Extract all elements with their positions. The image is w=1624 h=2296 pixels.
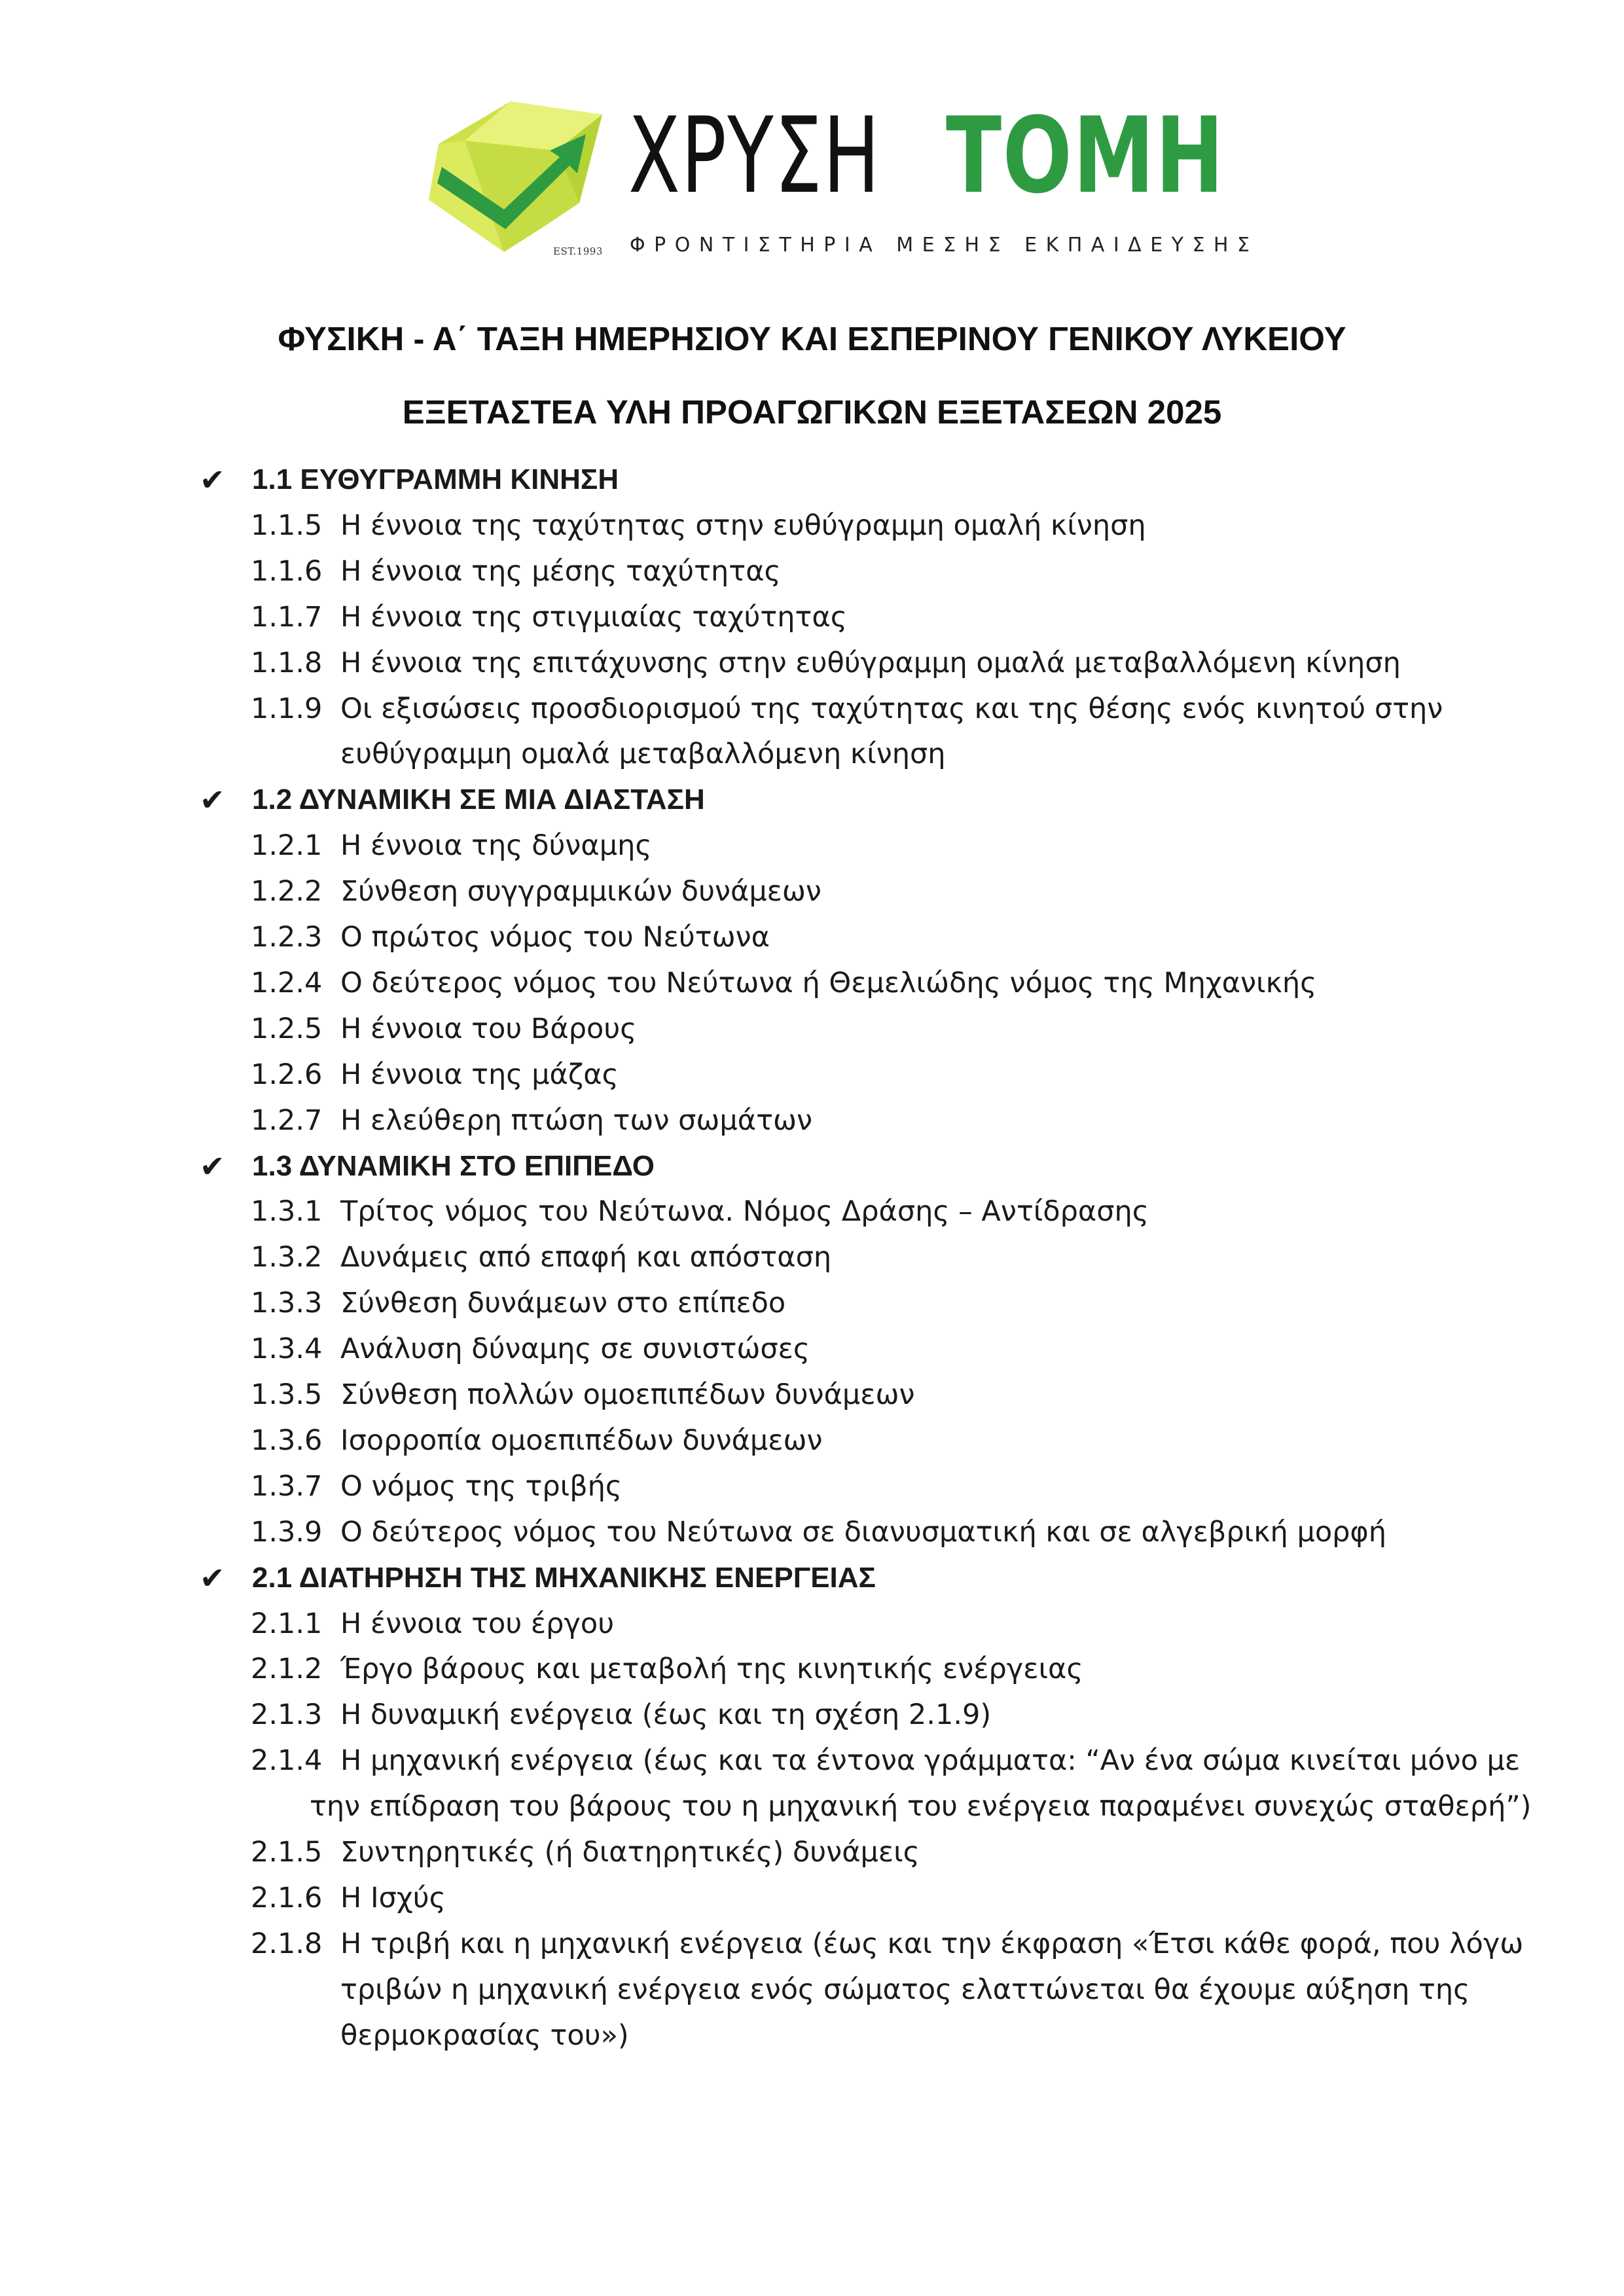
section-number: 1.2.2	[251, 875, 323, 908]
section-number: 2.1.8	[251, 1927, 323, 1960]
section-number: 1.2.1	[251, 829, 323, 863]
section-title: Η ελεύθερη πτώση των σωμάτων	[340, 1103, 813, 1137]
section-title: Ο δεύτερος νόμος του Νεύτωνα ή Θεμελιώδης νόμος της Μηχανικής	[340, 966, 1317, 999]
section-number: 1.3.6	[251, 1424, 323, 1457]
section-number: 2.1.5	[251, 1836, 323, 1869]
section-title: Ο πρώτος νόμος του Νεύτωνα	[340, 921, 770, 954]
chapter-label: 1.1 ΕΥΘΥΓΡΑΜΜΗ ΚΙΝΗΣΗ	[252, 463, 619, 495]
section-title: Η τριβή και η μηχανική ενέργεια (έως και την έκφραση «Έτσι κάθε φορά, που λόγω	[340, 1927, 1524, 1960]
company-logo	[425, 88, 1259, 272]
checkmark-icon: ✔	[200, 1148, 225, 1184]
section-title: Η έννοια της μάζας	[340, 1058, 619, 1091]
chapter-label: 1.3 ΔΥΝΑΜΙΚΗ ΣΤΟ ΕΠΙΠΕΔΟ	[252, 1149, 655, 1182]
section-number: 2.1.2	[251, 1653, 323, 1686]
section-title: Η μηχανική ενέργεια (έως και τα έντονα γράμματα: “Αν ένα σώμα κινείται μόνο με	[340, 1744, 1521, 1778]
chapter-label: 1.2 ΔΥΝΑΜΙΚΗ ΣΕ ΜΙΑ ΔΙΑΣΤΑΣΗ	[252, 783, 705, 816]
brand-word-1: ΧΡΥΣΗ	[628, 94, 881, 217]
section-title: Η δυναμική ενέργεια (έως και τη σχέση 2.1.9)	[340, 1698, 992, 1732]
section-title: Η έννοια της επιτάχυνσης στην ευθύγραμμη ομαλά μεταβαλλόμενη κίνηση	[340, 646, 1401, 679]
section-number: 1.2.6	[251, 1058, 323, 1091]
section-number: 1.1.6	[251, 554, 323, 588]
brand-word-2: ΤΟΜΗ	[946, 94, 1225, 217]
section-number: 1.1.8	[251, 646, 323, 679]
section-number: 1.2.7	[251, 1103, 323, 1137]
section-title-continuation: τριβών η μηχανική ενέργεια ενός σώματος ελαττώνεται θα έχουμε αύξηση της	[340, 1973, 1470, 2006]
section-number: 1.3.3	[251, 1287, 323, 1320]
checkmark-icon: ✔	[200, 462, 225, 497]
section-title: Η έννοια της στιγμιαίας ταχύτητας	[340, 600, 847, 634]
section-title: Ανάλυση δύναμης σε συνιστώσες	[340, 1333, 810, 1366]
section-title-continuation: την επίδραση του βάρους του η μηχανική του ενέργεια παραμένει συνεχώς σταθερή”)	[310, 1790, 1532, 1823]
section-number: 1.3.4	[251, 1333, 323, 1366]
section-title: Τρίτος νόμος του Νεύτωνα. Νόμος Δράσης – Αντίδρασης	[340, 1195, 1149, 1229]
section-number: 1.3.5	[251, 1378, 323, 1411]
section-title: Οι εξισώσεις προσδιορισμού της ταχύτητας και της θέσης ενός κινητού στην	[340, 692, 1443, 725]
brand-tagline: ΦΡΟΝΤΙΣΤΗΡΙΑ ΜΕΣΗΣ ΕΚΠΑΙΔΕΥΣΗΣ	[630, 234, 1259, 257]
section-title-continuation: ευθύγραμμη ομαλά μεταβαλλόμενη κίνηση	[340, 738, 946, 771]
section-title: Ο δεύτερος νόμος του Νεύτωνα σε διανυσματική και σε αλγεβρική μορφή	[340, 1515, 1387, 1549]
logo-cube-arrow-icon	[425, 88, 615, 265]
section-number: 2.1.3	[251, 1698, 323, 1732]
section-title: Η έννοια του έργου	[340, 1607, 615, 1640]
section-number: 2.1.4	[251, 1744, 323, 1778]
section-number: 1.2.3	[251, 921, 323, 954]
section-title: Σύνθεση δυνάμεων στο επίπεδο	[340, 1287, 786, 1320]
checkmark-icon: ✔	[200, 782, 225, 818]
section-title-continuation: θερμοκρασίας του»)	[340, 2018, 629, 2052]
section-title: Δυνάμεις από επαφή και απόσταση	[340, 1241, 832, 1274]
section-number: 2.1.6	[251, 1881, 323, 1914]
section-number: 1.1.5	[251, 509, 323, 542]
section-number: 1.3.7	[251, 1469, 323, 1503]
section-number: 2.1.1	[251, 1607, 323, 1640]
section-title: Η έννοια του Βάρους	[340, 1012, 637, 1045]
section-number: 1.3.2	[251, 1241, 323, 1274]
section-title: Η έννοια της δύναμης	[340, 829, 652, 863]
section-number: 1.2.4	[251, 966, 323, 999]
document-title: ΦΥΣΙΚΗ - Α΄ ΤΑΞΗ ΗΜΕΡΗΣΙΟΥ ΚΑΙ ΕΣΠΕΡΙΝΟΥ ΓΕΝΙΚΟΥ ΛΥΚΕΙΟΥ	[278, 320, 1346, 357]
section-title: Σύνθεση συγγραμμικών δυνάμεων	[340, 875, 821, 908]
section-title: Η έννοια της ταχύτητας στην ευθύγραμμη ομαλή κίνηση	[340, 509, 1146, 542]
checkmark-icon: ✔	[200, 1560, 225, 1596]
section-number: 1.3.1	[251, 1195, 323, 1229]
section-title: Έργο βάρους και μεταβολή της κινητικής ενέργειας	[340, 1653, 1083, 1686]
section-title: Η έννοια της μέσης ταχύτητας	[340, 554, 781, 588]
section-number: 1.1.7	[251, 600, 323, 634]
section-title: Η Ισχύς	[340, 1881, 446, 1914]
section-number: 1.2.5	[251, 1012, 323, 1045]
brand-name	[628, 94, 1225, 217]
document-subtitle: ΕΞΕΤΑΣΤΕΑ ΥΛΗ ΠΡΟΑΓΩΓΙΚΩΝ ΕΞΕΤΑΣΕΩΝ 2025	[402, 393, 1222, 431]
logo-est-year: EST.1993	[553, 245, 603, 257]
section-title: Συντηρητικές (ή διατηρητικές) δυνάμεις	[340, 1836, 920, 1869]
section-title: Ισορροπία ομοεπιπέδων δυνάμεων	[340, 1424, 823, 1457]
section-number: 1.3.9	[251, 1515, 323, 1549]
section-title: Σύνθεση πολλών ομοεπιπέδων δυνάμεων	[340, 1378, 915, 1411]
chapter-label: 2.1 ΔΙΑΤΗΡΗΣΗ ΤΗΣ ΜΗΧΑΝΙΚΗΣ ΕΝΕΡΓΕΙΑΣ	[252, 1561, 876, 1594]
section-title: Ο νόμος της τριβής	[340, 1469, 623, 1503]
section-number: 1.1.9	[251, 692, 323, 725]
